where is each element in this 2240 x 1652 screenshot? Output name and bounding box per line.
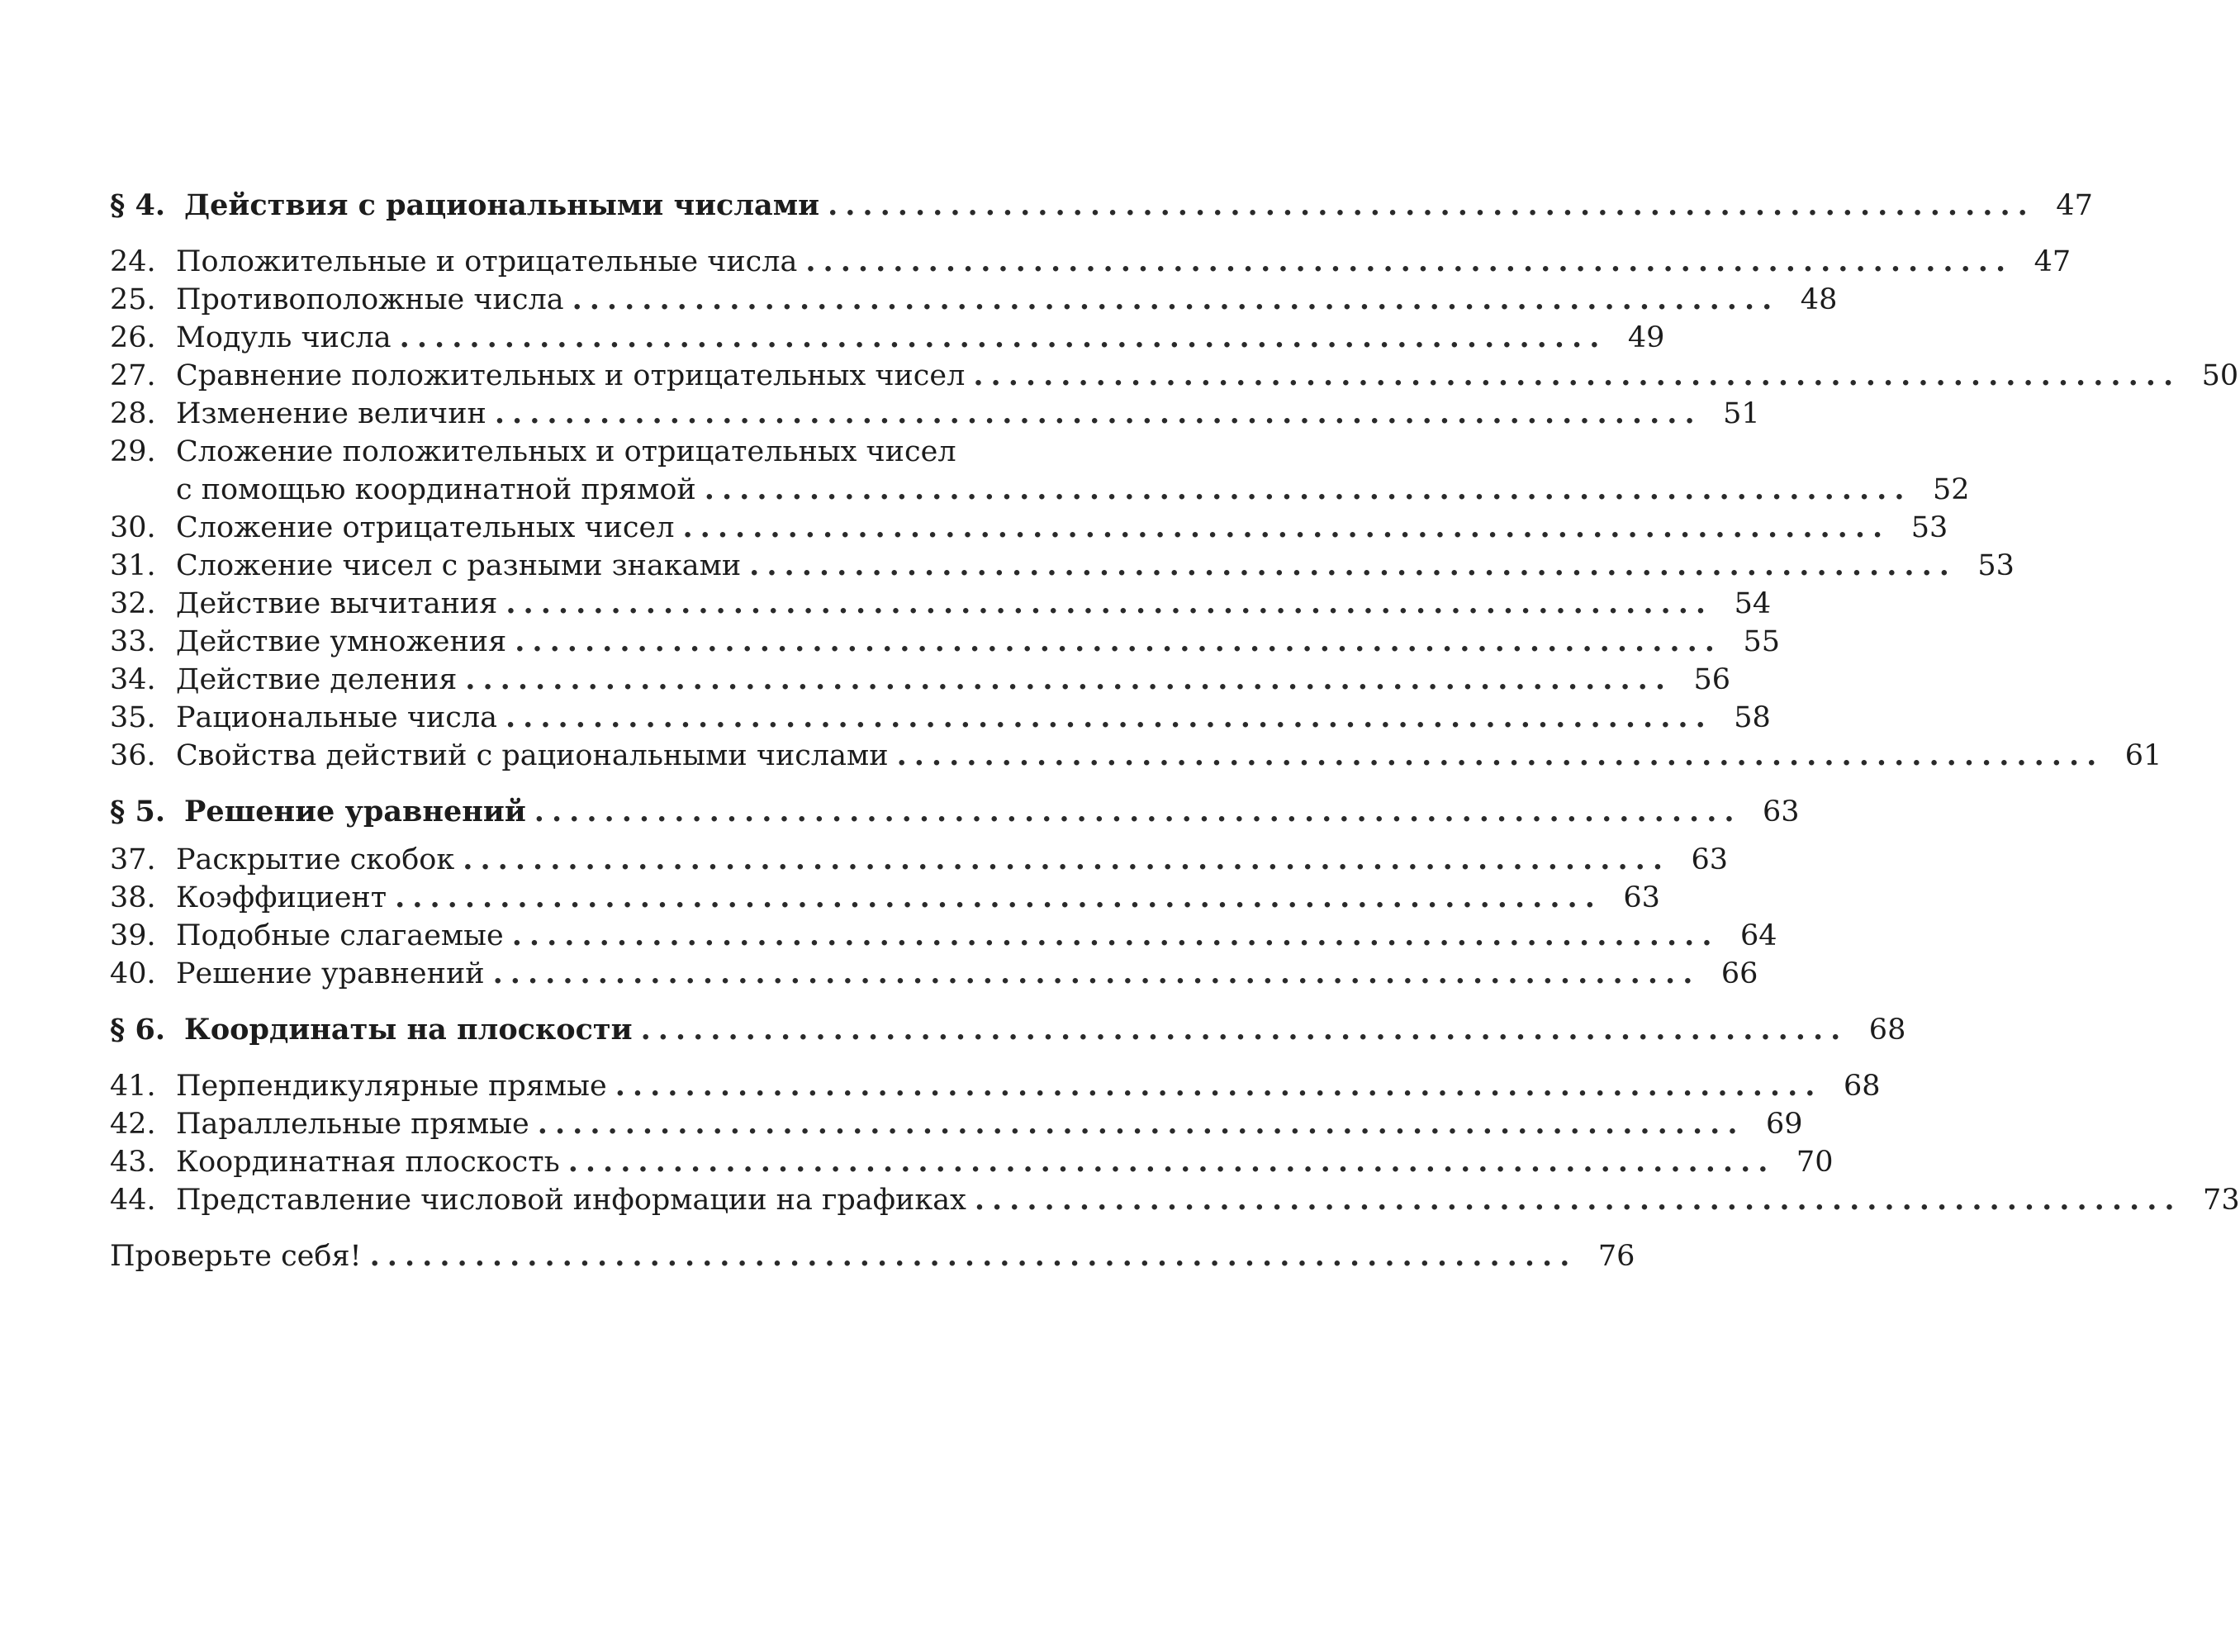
page-number: 51 <box>1723 397 1760 430</box>
item-number: 39. <box>110 919 156 952</box>
dot-leader: ..................................................................... <box>572 282 1780 316</box>
item-title: Коэффициент <box>176 881 387 914</box>
item-title: Противоположные числа <box>176 283 564 316</box>
item-number: 30. <box>110 511 156 544</box>
item-number: 33. <box>110 625 156 658</box>
self-check-title: Проверьте себя! <box>110 1240 362 1273</box>
dot-leader: ..................................................................... <box>567 1145 1776 1179</box>
item-number: 36. <box>110 739 156 772</box>
item-title: Перпендикулярные прямые <box>176 1070 607 1103</box>
dot-leader: ..................................................................... <box>615 1069 1823 1103</box>
item-title: Представление числовой информации на графиках <box>176 1184 966 1217</box>
section-number: § 4. <box>110 188 166 222</box>
toc-section-4 <box>110 187 2093 235</box>
toc-item-27 <box>110 357 2239 395</box>
page-number: 47 <box>2056 189 2093 222</box>
item-title: Решение уравнений <box>176 957 485 990</box>
toc-item-32 <box>110 585 1772 623</box>
item-number: 41. <box>110 1070 156 1103</box>
dot-leader: ..................................................................... <box>463 843 1671 876</box>
section-title: Координаты на плоскости <box>184 1013 633 1047</box>
dot-leader: ..................................................................... <box>395 881 1602 914</box>
item-title: Модуль числа <box>176 321 392 354</box>
dot-leader: ..................................................................... <box>974 1183 2182 1217</box>
page-number: 52 <box>1933 473 1970 506</box>
dot-leader: ..................................................................... <box>505 700 1713 734</box>
toc-item-24 <box>110 243 2072 281</box>
dot-leader: ..................................................................... <box>682 510 1891 544</box>
item-number: 28. <box>110 397 156 430</box>
dot-leader: ..................................................................... <box>640 1013 1848 1047</box>
toc-item-38 <box>110 879 1660 917</box>
page-number: 68 <box>1868 1014 1906 1047</box>
toc-section-6 <box>110 1011 1906 1059</box>
dot-leader: ..................................................................... <box>805 244 2014 278</box>
toc-item-43 <box>110 1143 1834 1181</box>
dot-leader: ..................................................................... <box>494 396 1702 430</box>
dot-leader: ..................................................................... <box>515 624 1722 658</box>
item-title: Параллельные прямые <box>176 1108 529 1141</box>
page-number: 56 <box>1693 663 1731 696</box>
dot-leader: ..................................................................... <box>369 1239 1578 1273</box>
dot-leader: ..................................................................... <box>973 358 2181 392</box>
dot-leader: ..................................................................... <box>511 919 1720 952</box>
page-number: 53 <box>1910 511 1948 544</box>
item-number: 26. <box>110 321 156 354</box>
item-title: Координатная плоскость <box>176 1146 560 1179</box>
toc-item-36 <box>110 737 2162 775</box>
page-number: 70 <box>1796 1146 1834 1179</box>
item-title: Свойства действий с рациональными числами <box>176 739 889 772</box>
item-title-continuation: с помощью координатной прямой <box>176 473 696 506</box>
dot-leader: ..................................................................... <box>465 662 1673 696</box>
item-title: Раскрытие скобок <box>176 843 455 876</box>
item-number: 40. <box>110 957 156 990</box>
toc-item-37 <box>110 841 1729 879</box>
toc-item-39 <box>110 917 1777 955</box>
dot-leader: ..................................................................... <box>505 586 1714 620</box>
dot-leader: ..................................................................... <box>534 795 1742 828</box>
toc-item-42 <box>110 1105 1803 1143</box>
item-number: 31. <box>110 549 156 582</box>
item-title: Подобные слагаемые <box>176 919 504 952</box>
page-number: 63 <box>1623 881 1660 914</box>
item-number: 44. <box>110 1184 156 1217</box>
item-title: Сложение чисел с разными знаками <box>176 549 742 582</box>
item-number: 32. <box>110 587 156 620</box>
dot-leader: ..................................................................... <box>399 320 1607 354</box>
page-number: 68 <box>1843 1070 1881 1103</box>
item-number: 34. <box>110 663 156 696</box>
toc-item-33 <box>110 623 1780 661</box>
item-number: 37. <box>110 843 156 876</box>
dot-leader: ..................................................................... <box>828 188 2035 222</box>
item-number: 38. <box>110 881 156 914</box>
page-number: 55 <box>1743 625 1780 658</box>
toc-item-28 <box>110 395 1760 433</box>
page-number: 50 <box>2201 359 2239 392</box>
item-title: Положительные и отрицательные числа <box>176 245 798 278</box>
item-number: 27. <box>110 359 156 392</box>
page-number: 73 <box>2203 1184 2240 1217</box>
page-number: 66 <box>1720 957 1758 990</box>
item-title: Сложение положительных и отрицательных чисел <box>176 435 956 468</box>
toc-item-25 <box>110 281 1838 319</box>
page-number: 47 <box>2034 245 2072 278</box>
toc-item-30 <box>110 509 1948 547</box>
toc-item-26 <box>110 319 1665 357</box>
item-title: Сравнение положительных и отрицательных чисел <box>176 359 966 392</box>
page-number: 61 <box>2124 739 2162 772</box>
item-title: Действие вычитания <box>176 587 498 620</box>
dot-leader: ..................................................................... <box>537 1107 1745 1141</box>
dot-leader: ..................................................................... <box>896 738 2105 772</box>
item-title: Рациональные числа <box>176 701 497 734</box>
item-number: 24. <box>110 245 156 278</box>
dot-leader: ..................................................................... <box>492 957 1701 990</box>
item-number: 25. <box>110 283 156 316</box>
page-number: 54 <box>1734 587 1772 620</box>
item-title: Действие умножения <box>176 625 507 658</box>
toc-self-check <box>110 1237 1635 1275</box>
item-number: 43. <box>110 1146 156 1179</box>
section-title: Действия с рациональными числами <box>184 188 820 222</box>
dot-leader: ..................................................................... <box>704 472 1912 506</box>
toc-item-40 <box>110 955 1758 993</box>
item-number: 29. <box>110 435 156 468</box>
page-number: 76 <box>1597 1240 1635 1273</box>
page-number: 49 <box>1627 321 1665 354</box>
table-of-contents <box>110 187 2240 1275</box>
page-number: 63 <box>1763 795 1800 828</box>
page-number: 63 <box>1691 843 1729 876</box>
dot-leader: ..................................................................... <box>749 548 1957 582</box>
toc-item-31 <box>110 547 2015 585</box>
toc-item-29 <box>110 433 1142 471</box>
item-number: 42. <box>110 1108 156 1141</box>
section-number: § 5. <box>110 795 166 828</box>
item-number: 35. <box>110 701 156 734</box>
toc-section-5 <box>110 793 1800 841</box>
page-number: 69 <box>1766 1108 1803 1141</box>
item-title: Изменение величин <box>176 397 486 430</box>
page-number: 64 <box>1739 919 1777 952</box>
page-number: 48 <box>1800 283 1838 316</box>
toc-item-35 <box>110 699 1771 737</box>
toc-item-44 <box>110 1181 2240 1219</box>
page-number: 58 <box>1734 701 1771 734</box>
toc-item-34 <box>110 661 1731 699</box>
section-title: Решение уравнений <box>184 795 526 828</box>
page-number: 53 <box>1977 549 2015 582</box>
section-number: § 6. <box>110 1013 166 1047</box>
item-title: Действие деления <box>176 663 458 696</box>
item-title: Сложение отрицательных чисел <box>176 511 675 544</box>
toc-item-41 <box>110 1067 1881 1105</box>
toc-item-29-continuation <box>110 471 1970 509</box>
